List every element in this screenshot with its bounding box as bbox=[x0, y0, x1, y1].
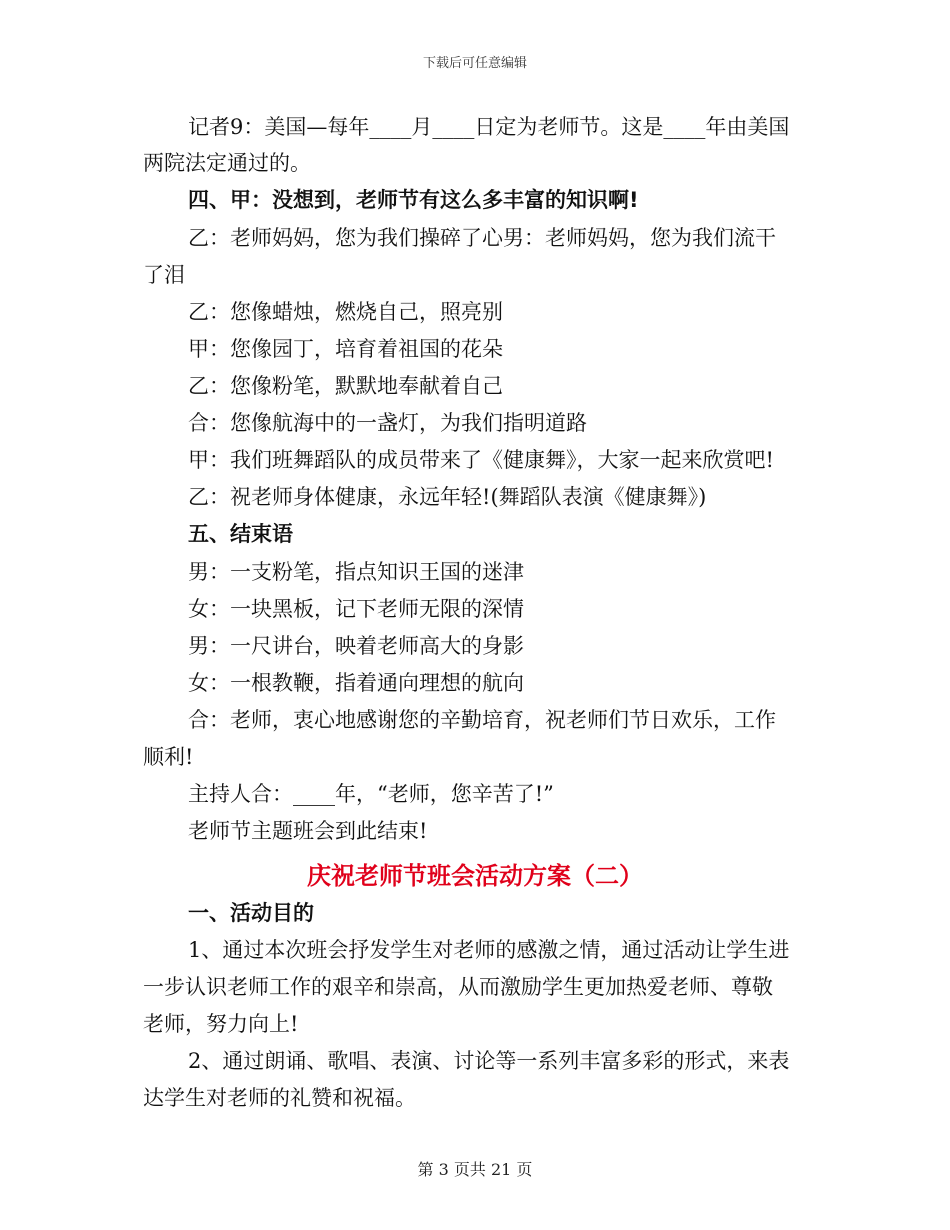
paragraph-line: 一步认识老师工作的艰辛和崇高，从而激励学生更加热爱老师、尊敬 bbox=[143, 975, 773, 999]
dialogue-line: 合：老师，衷心地感谢您的辛勤培育，祝老师们节日欢乐，工作 bbox=[188, 708, 776, 732]
section-heading: 一、活动目的 bbox=[188, 901, 314, 925]
dialogue-line: 女：一根教鞭，指着通向理想的航向 bbox=[188, 671, 524, 695]
section-heading: 五、结束语 bbox=[188, 522, 293, 546]
dialogue-line: 甲：我们班舞蹈队的成员带来了《健康舞》，大家一起来欣赏吧! bbox=[188, 448, 774, 472]
dialogue-line: 顺利! bbox=[143, 745, 194, 769]
paragraph-line: 两院法定通过的。 bbox=[143, 151, 311, 175]
dialogue-line: 男：一尺讲台，映着老师高大的身影 bbox=[188, 634, 524, 658]
dialogue-line: 乙：您像蜡烛，燃烧自己，照亮别 bbox=[188, 300, 503, 324]
dialogue-line: 甲：您像园丁，培育着祖国的花朵 bbox=[188, 337, 503, 361]
section-heading: 四、甲：没想到，老师节有这么多丰富的知识啊! bbox=[188, 188, 639, 212]
dialogue-line: 合：您像航海中的一盏灯，为我们指明道路 bbox=[188, 411, 587, 435]
dialogue-line: 乙：老师妈妈，您为我们操碎了心男：老师妈妈，您为我们流干 bbox=[188, 226, 776, 250]
paragraph-line: 达学生对老师的礼赞和祝福。 bbox=[143, 1086, 416, 1110]
dialogue-line: 男：一支粉笔，指点知识王国的迷津 bbox=[188, 560, 524, 584]
paragraph-line: 2、通过朗诵、歌唱、表演、讨论等一系列丰富多彩的形式，来表 bbox=[188, 1049, 790, 1073]
dialogue-line: 了泪 bbox=[143, 263, 185, 287]
section-title: 庆祝老师节班会活动方案（二） bbox=[307, 862, 643, 890]
paragraph-line: 老师，努力向上! bbox=[143, 1012, 299, 1036]
dialogue-line: 女：一块黑板，记下老师无限的深情 bbox=[188, 597, 524, 621]
paragraph-line: 记者9：美国—每年____月____日定为老师节。这是____年由美国 bbox=[188, 115, 790, 139]
dialogue-line: 主持人合：____年，“老师，您辛苦了!” bbox=[188, 782, 554, 806]
dialogue-line: 乙：祝老师身体健康，永远年轻!(舞蹈队表演《健康舞》) bbox=[188, 485, 707, 509]
dialogue-line: 乙：您像粉笔，默默地奉献着自己 bbox=[188, 374, 503, 398]
page-header: 下载后可任意编辑 bbox=[422, 56, 527, 71]
paragraph-line: 1、通过本次班会抒发学生对老师的感激之情，通过活动让学生进 bbox=[188, 938, 790, 962]
page-footer: 第 3 页共 21 页 bbox=[417, 1160, 533, 1179]
dialogue-line: 老师节主题班会到此结束! bbox=[188, 819, 428, 843]
